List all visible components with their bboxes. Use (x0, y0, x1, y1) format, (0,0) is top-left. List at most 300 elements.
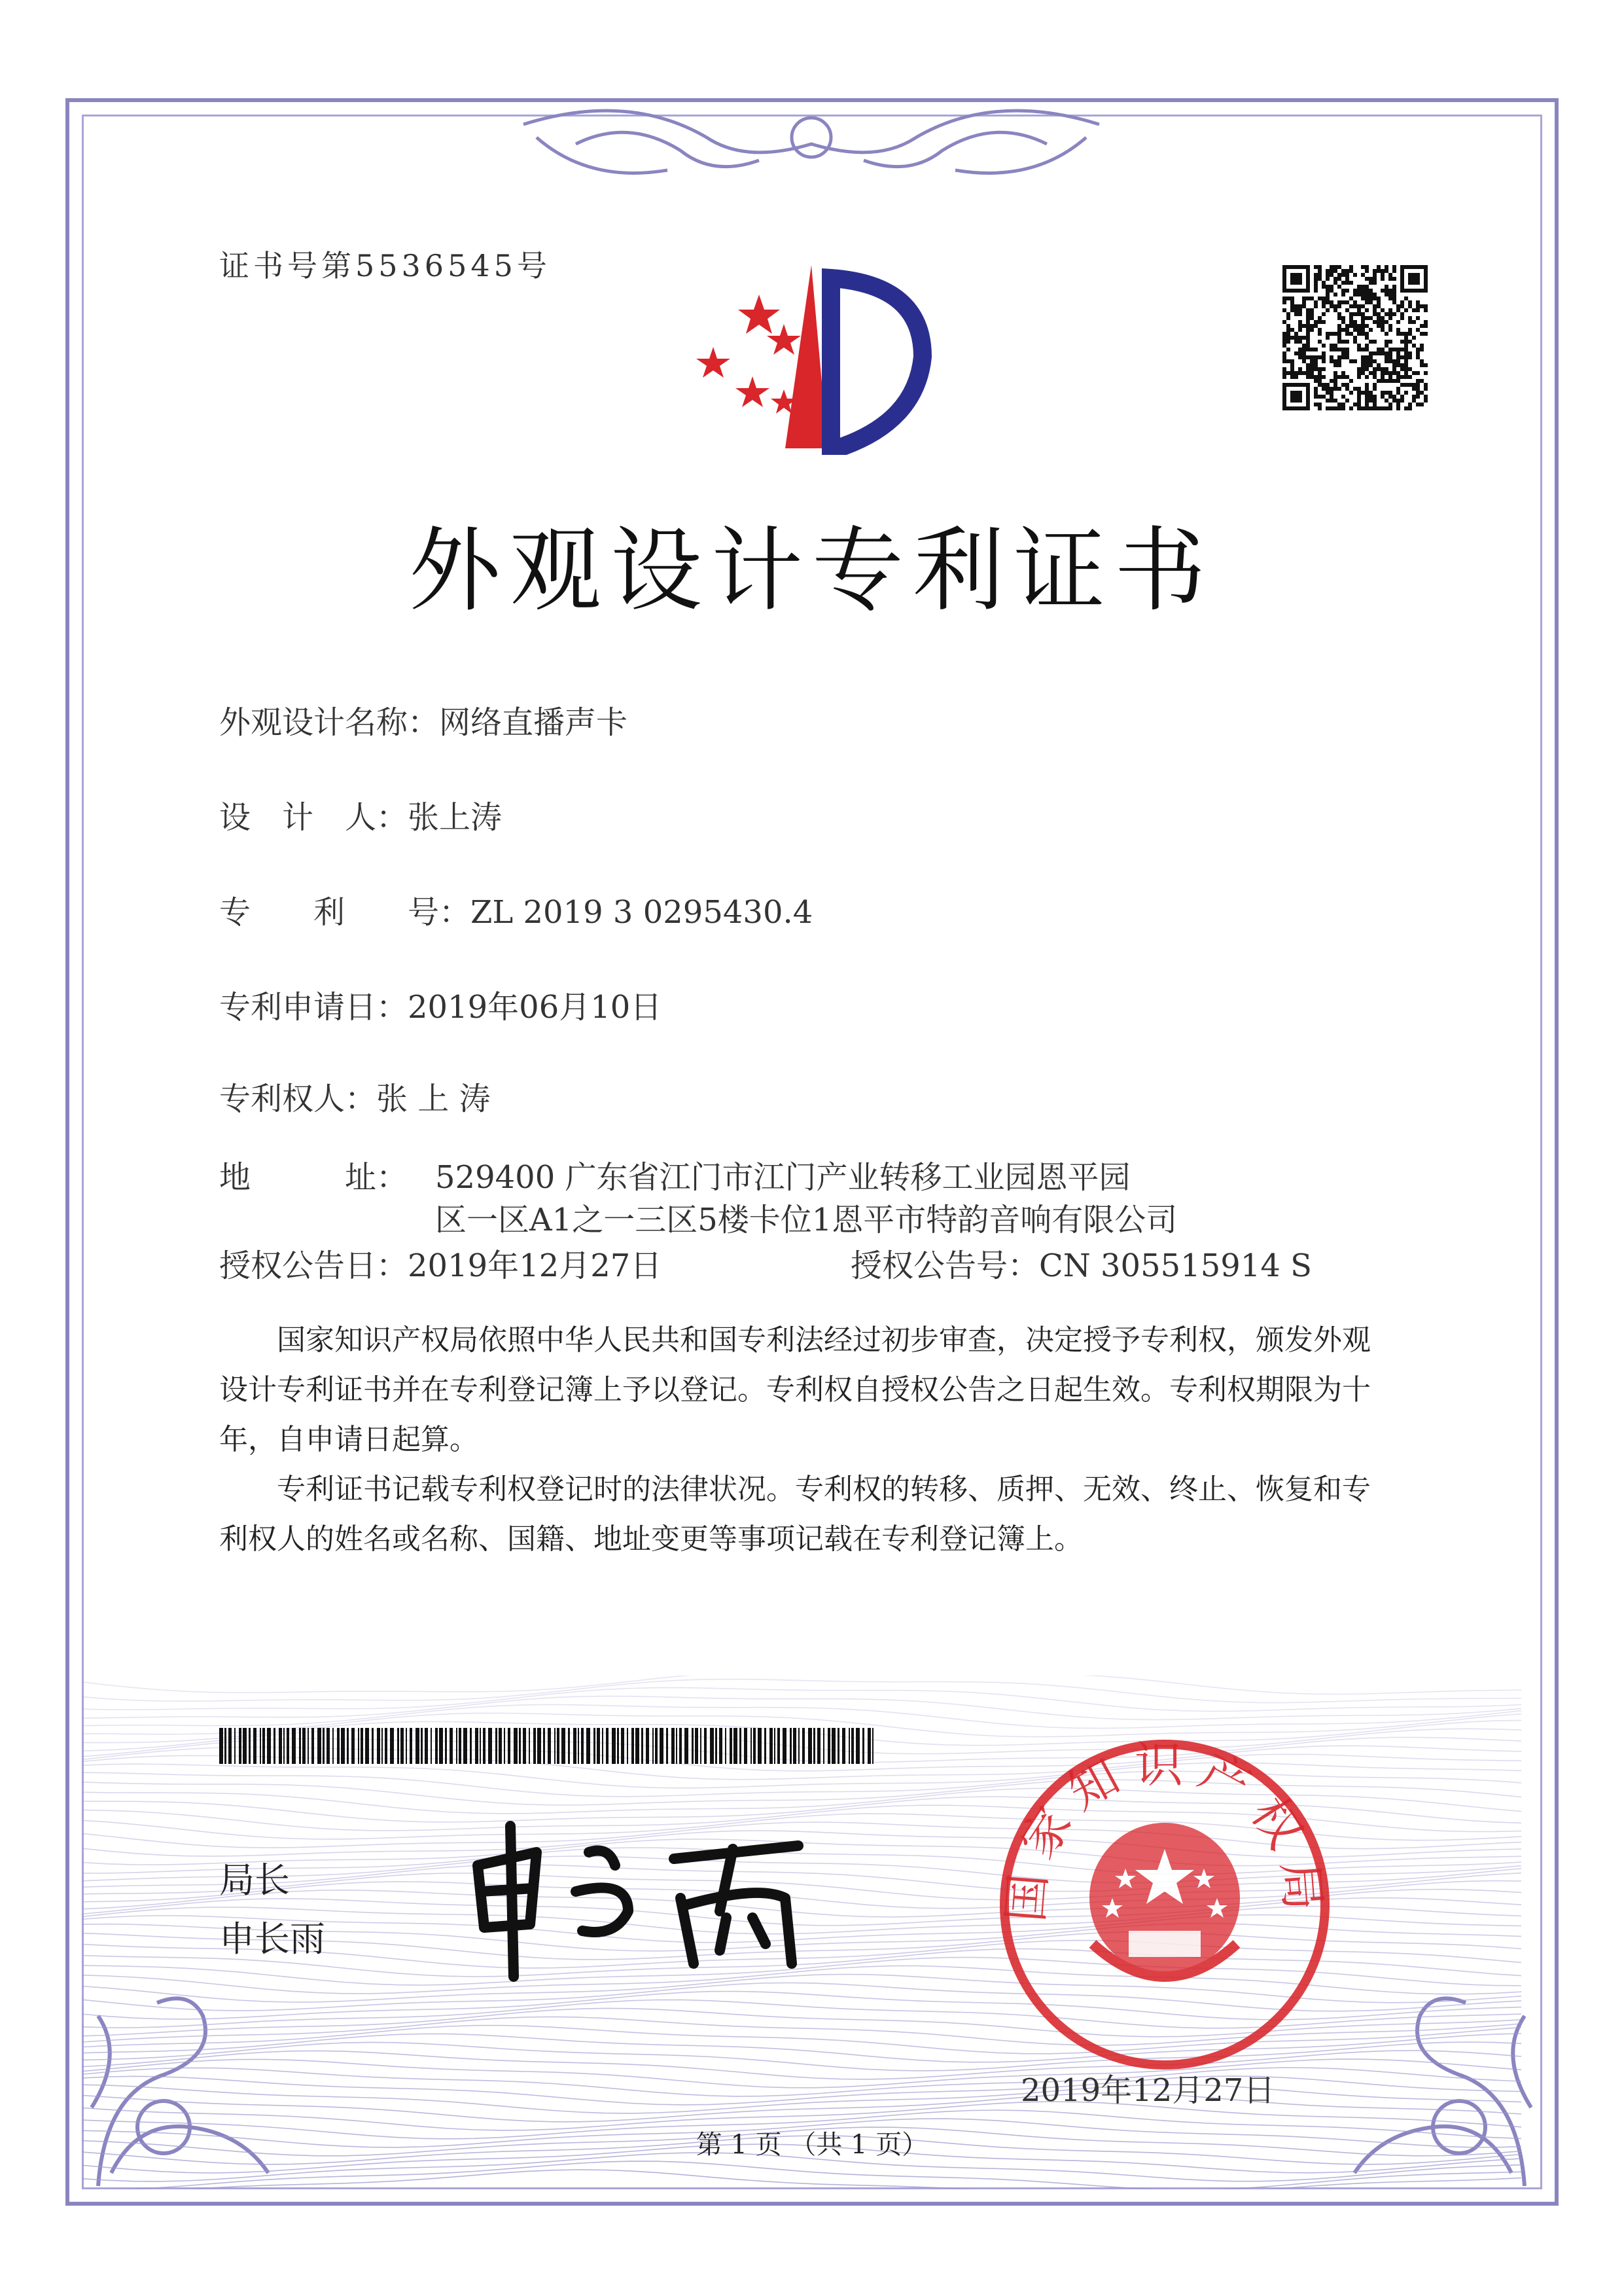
qr-module (1345, 399, 1349, 403)
qr-module (1404, 348, 1408, 351)
qr-module (1381, 328, 1385, 332)
qr-module (1377, 265, 1381, 269)
qr-module (1408, 383, 1412, 387)
grant-date-value: 2019年12月27日 (408, 1247, 662, 1284)
qr-module (1341, 300, 1345, 304)
qr-module (1392, 348, 1396, 351)
qr-module (1349, 332, 1353, 336)
qr-module (1357, 391, 1361, 395)
qr-module (1330, 269, 1333, 273)
qr-module (1396, 375, 1400, 379)
qr-module (1349, 312, 1353, 316)
barcode-bar (425, 1728, 428, 1764)
qr-module (1392, 399, 1396, 403)
barcode-bar (323, 1728, 325, 1764)
qr-module (1373, 371, 1377, 375)
barcode-bar (239, 1728, 241, 1764)
qr-module (1314, 324, 1318, 328)
qr-module (1337, 265, 1341, 269)
barcode-bar (783, 1728, 786, 1764)
qr-module (1330, 344, 1333, 348)
qr-module (1388, 308, 1392, 312)
qr-module (1365, 316, 1369, 320)
qr-module (1420, 363, 1424, 367)
qr-module (1298, 355, 1302, 359)
qr-module (1282, 289, 1310, 293)
barcode-bar (750, 1728, 752, 1764)
qr-module (1404, 359, 1408, 363)
qr-module (1388, 296, 1392, 300)
qr-module (1341, 395, 1345, 399)
qr-module (1381, 273, 1385, 277)
qr-module (1369, 289, 1373, 293)
qr-module (1388, 293, 1392, 296)
qr-module (1416, 351, 1420, 355)
barcode-bar (463, 1728, 467, 1764)
qr-module (1310, 308, 1314, 312)
qr-module (1337, 403, 1341, 406)
qr-module (1365, 395, 1369, 399)
barcode-bar (581, 1728, 584, 1764)
qr-module (1385, 391, 1388, 395)
qr-module (1286, 324, 1290, 328)
qr-module (1349, 296, 1353, 300)
qr-module (1310, 328, 1314, 332)
qr-module (1404, 340, 1408, 344)
qr-module (1361, 359, 1365, 363)
qr-module (1416, 355, 1420, 359)
barcode-bar (415, 1728, 419, 1764)
qr-module (1314, 348, 1318, 351)
qr-module (1408, 351, 1412, 355)
barcode-bar (470, 1728, 472, 1764)
qr-module (1326, 308, 1330, 312)
qr-module (1330, 399, 1333, 403)
qr-module (1322, 300, 1326, 304)
qr-module (1333, 281, 1337, 285)
qr-module (1314, 395, 1318, 399)
barcode-bar (802, 1728, 805, 1764)
qr-module (1396, 304, 1400, 308)
qr-module (1353, 320, 1357, 324)
qr-module (1408, 273, 1420, 285)
qr-module (1345, 289, 1349, 293)
patent-number-field (219, 887, 813, 932)
barcode-bar (262, 1728, 265, 1764)
barcode-bar (421, 1728, 423, 1764)
qr-module (1357, 371, 1361, 375)
qr-module (1388, 375, 1392, 379)
qr-module (1333, 277, 1337, 281)
qr-module (1330, 359, 1333, 363)
qr-module (1310, 371, 1314, 375)
barcode-bar (769, 1728, 773, 1764)
patentee-field (219, 1073, 491, 1119)
qr-module (1306, 336, 1310, 340)
barcode-bar (439, 1728, 443, 1764)
barcode-bar (431, 1728, 432, 1764)
barcode-bar (744, 1728, 747, 1764)
barcode-bar (279, 1728, 282, 1764)
qr-module (1306, 296, 1310, 300)
qr-module (1396, 363, 1400, 367)
barcode-bar (828, 1728, 830, 1764)
qr-module (1318, 320, 1322, 324)
qr-module (1357, 375, 1361, 379)
qr-module (1286, 328, 1290, 332)
qr-module (1400, 355, 1404, 359)
qr-module (1318, 316, 1322, 320)
qr-module (1330, 289, 1333, 293)
qr-module (1306, 308, 1310, 312)
qr-module (1416, 304, 1420, 308)
qr-module (1404, 332, 1408, 336)
qr-module (1400, 265, 1428, 269)
qr-module (1337, 300, 1341, 304)
address-line2: 区一区A1之一三区5楼卡位1恩平市特韵音响有限公司 (435, 1202, 1178, 1238)
qr-module (1365, 406, 1369, 410)
qr-module (1314, 375, 1318, 379)
qr-module (1326, 293, 1330, 296)
barcode-bar (671, 1728, 675, 1764)
qr-module (1306, 324, 1310, 328)
qr-module (1294, 336, 1298, 340)
qr-module (1322, 296, 1326, 300)
qr-module (1392, 379, 1396, 383)
qr-module (1357, 324, 1361, 328)
qr-module (1337, 336, 1341, 340)
barcode-bar (679, 1728, 682, 1764)
qr-module (1333, 387, 1337, 391)
qr-module (1400, 348, 1404, 351)
qr-module (1373, 351, 1377, 355)
qr-module (1373, 273, 1377, 277)
qr-module (1314, 273, 1318, 277)
qr-module (1326, 285, 1330, 289)
design-name-value: 网络直播声卡 (439, 704, 628, 741)
qr-module (1404, 344, 1408, 348)
qr-module (1416, 308, 1420, 312)
barcode-bar (228, 1728, 232, 1764)
qr-module (1404, 308, 1408, 312)
qr-module (1353, 293, 1357, 296)
qr-module (1345, 387, 1349, 391)
qr-module (1357, 312, 1361, 316)
qr-module (1369, 395, 1373, 399)
qr-module (1310, 359, 1314, 363)
qr-module (1369, 359, 1373, 363)
qr-module (1396, 348, 1400, 351)
address-field (219, 1152, 1131, 1197)
qr-module (1306, 348, 1310, 351)
qr-module (1424, 320, 1428, 324)
barcode-bar (557, 1728, 559, 1764)
qr-module (1400, 399, 1404, 403)
qr-module (1388, 371, 1392, 375)
qr-module (1282, 344, 1286, 348)
qr-module (1318, 273, 1322, 277)
barcode-bar (868, 1728, 871, 1764)
qr-module (1365, 387, 1369, 391)
qr-module (1408, 316, 1412, 320)
design-name-field (219, 697, 627, 742)
qr-module (1298, 348, 1302, 351)
qr-module (1326, 273, 1330, 277)
qr-module (1326, 296, 1330, 300)
qr-module (1333, 344, 1337, 348)
barcode-bar (519, 1728, 521, 1764)
qr-module (1361, 371, 1365, 375)
qr-module (1365, 308, 1369, 312)
qr-module (1333, 359, 1337, 363)
qr-module (1290, 336, 1294, 340)
qr-module (1282, 296, 1286, 300)
qr-module (1330, 395, 1333, 399)
qr-module (1290, 371, 1294, 375)
barcode-bar (646, 1728, 649, 1764)
qr-module (1333, 399, 1337, 403)
qr-module (1361, 391, 1365, 395)
seal-text-ring (995, 1734, 1335, 2075)
qr-module (1314, 355, 1318, 359)
wave-line (82, 2161, 1521, 2189)
qr-module (1337, 348, 1341, 351)
qr-module (1388, 312, 1392, 316)
barcode-bar (548, 1728, 551, 1764)
barcode-bar (872, 1728, 874, 1764)
top-ornament-icon (497, 98, 1125, 190)
qr-module (1361, 406, 1365, 410)
barcode-bar (410, 1728, 412, 1764)
qr-module (1357, 293, 1361, 296)
application-date-field (219, 982, 662, 1027)
qr-module (1385, 265, 1388, 269)
qr-module (1404, 336, 1408, 340)
qr-module (1385, 293, 1388, 296)
qr-module (1353, 340, 1357, 344)
qr-module (1318, 375, 1322, 379)
qr-module (1396, 391, 1400, 395)
qr-module (1416, 316, 1420, 320)
barcode-bar (249, 1728, 251, 1764)
qr-module (1361, 304, 1365, 308)
qr-module (1400, 316, 1404, 320)
qr-module (1337, 363, 1341, 367)
barcode-bar (317, 1728, 321, 1764)
qr-module (1294, 371, 1298, 375)
qr-module (1310, 312, 1314, 316)
barcode-bar (385, 1728, 387, 1764)
qr-module (1306, 371, 1310, 375)
qr-module (1381, 316, 1385, 320)
barcode-bar (311, 1728, 314, 1764)
qr-module (1416, 348, 1420, 351)
certificate-number: 证书号第5536545号 (219, 248, 551, 283)
qr-module (1341, 403, 1345, 406)
qr-code-icon (1282, 265, 1428, 410)
qr-module (1290, 375, 1294, 379)
qr-module (1322, 320, 1326, 324)
qr-module (1388, 289, 1392, 293)
barcode-bar (655, 1728, 658, 1764)
qr-module (1310, 355, 1314, 359)
qr-module (1286, 332, 1290, 336)
barcode-bar (283, 1728, 285, 1764)
qr-module (1298, 328, 1302, 332)
qr-module (1377, 367, 1381, 371)
barcode-bar (488, 1728, 492, 1764)
qr-module (1318, 403, 1322, 406)
barcode-bar (332, 1728, 334, 1764)
barcode-bar (813, 1728, 815, 1764)
qr-module (1314, 289, 1318, 293)
qr-module (1361, 316, 1365, 320)
barcode-bar (851, 1728, 854, 1764)
qr-module (1385, 355, 1388, 359)
qr-module (1330, 273, 1333, 277)
qr-module (1314, 367, 1318, 371)
designer-label: 设 计 人： (219, 799, 408, 836)
qr-module (1388, 379, 1392, 383)
qr-module (1361, 328, 1365, 332)
qr-module (1361, 367, 1365, 371)
qr-module (1388, 324, 1392, 328)
qr-module (1385, 285, 1388, 289)
qr-module (1310, 296, 1314, 300)
qr-module (1326, 391, 1330, 395)
patent-number-value: ZL 2019 3 0295430.4 (470, 894, 813, 931)
qr-module (1404, 383, 1408, 387)
qr-module (1408, 328, 1412, 332)
qr-module (1282, 359, 1286, 363)
qr-module (1349, 359, 1353, 363)
qr-module (1337, 355, 1341, 359)
qr-module (1361, 332, 1365, 336)
qr-module (1349, 269, 1353, 273)
qr-module (1412, 336, 1416, 340)
qr-module (1282, 300, 1286, 304)
qr-module (1326, 406, 1330, 410)
qr-module (1396, 371, 1400, 375)
qr-module (1302, 348, 1306, 351)
qr-module (1400, 265, 1404, 293)
qr-module (1412, 395, 1416, 399)
qr-module (1392, 395, 1396, 399)
qr-module (1330, 355, 1333, 359)
qr-module (1385, 320, 1388, 324)
qr-module (1333, 371, 1337, 375)
qr-module (1298, 312, 1302, 316)
qr-module (1345, 383, 1349, 387)
qr-module (1357, 285, 1361, 289)
svg-text:国家知识产权局: 国家知识产权局 (997, 1737, 1332, 1924)
qr-module (1412, 371, 1416, 375)
barcode-bar (739, 1728, 741, 1764)
qr-module (1290, 367, 1294, 371)
qr-module (1420, 332, 1424, 336)
qr-module (1337, 328, 1341, 332)
qr-module (1412, 399, 1416, 403)
qr-module (1302, 296, 1306, 300)
qr-module (1424, 304, 1428, 308)
qr-module (1365, 375, 1369, 379)
qr-module (1365, 344, 1369, 348)
barcode-bar (790, 1728, 792, 1764)
qr-module (1349, 281, 1353, 285)
qr-module (1424, 324, 1428, 328)
qr-module (1341, 351, 1345, 355)
qr-module (1404, 296, 1408, 300)
barcode-bar (381, 1728, 383, 1764)
qr-module (1408, 332, 1412, 336)
qr-module (1388, 395, 1392, 399)
qr-module (1385, 344, 1388, 348)
address-label: 地 址： (219, 1159, 408, 1196)
qr-module (1282, 336, 1286, 340)
qr-module (1314, 363, 1318, 367)
qr-module (1396, 328, 1400, 332)
qr-module (1385, 359, 1388, 363)
qr-module (1404, 391, 1408, 395)
qr-module (1286, 371, 1290, 375)
qr-module (1388, 340, 1392, 344)
barcode-bar (832, 1728, 836, 1764)
barcode-bar (710, 1728, 714, 1764)
qr-module (1416, 328, 1420, 332)
qr-module (1290, 308, 1294, 312)
barcode-bar (243, 1728, 247, 1764)
qr-module (1373, 387, 1377, 391)
qr-module (1318, 265, 1322, 269)
qr-module (1377, 363, 1381, 367)
qr-module (1408, 367, 1412, 371)
qr-module (1341, 383, 1345, 387)
barcode-bar (719, 1728, 722, 1764)
qr-module (1381, 351, 1385, 355)
barcode-bar (450, 1728, 453, 1764)
qr-module (1326, 269, 1330, 273)
qr-module (1388, 273, 1392, 277)
qr-module (1408, 340, 1412, 344)
qr-module (1286, 336, 1290, 340)
qr-module (1365, 277, 1369, 281)
qr-module (1357, 399, 1361, 403)
qr-module (1373, 312, 1377, 316)
qr-module (1365, 324, 1369, 328)
body-text (219, 1316, 1397, 1564)
qr-module (1424, 383, 1428, 387)
qr-module (1353, 324, 1357, 328)
qr-module (1302, 304, 1306, 308)
cnipa-logo-icon (687, 259, 949, 455)
barcode-icon (219, 1728, 874, 1767)
barcode-bar (347, 1728, 349, 1764)
qr-module (1392, 371, 1396, 375)
qr-module (1404, 363, 1408, 367)
qr-module (1373, 383, 1377, 387)
qr-module (1337, 304, 1341, 308)
qr-module (1349, 391, 1353, 395)
qr-module (1365, 296, 1369, 300)
qr-module (1408, 304, 1412, 308)
qr-module (1381, 406, 1385, 410)
qr-module (1373, 375, 1377, 379)
qr-module (1377, 316, 1381, 320)
qr-module (1322, 395, 1326, 399)
qr-module (1392, 359, 1396, 363)
qr-module (1314, 403, 1318, 406)
qr-module (1306, 265, 1310, 293)
